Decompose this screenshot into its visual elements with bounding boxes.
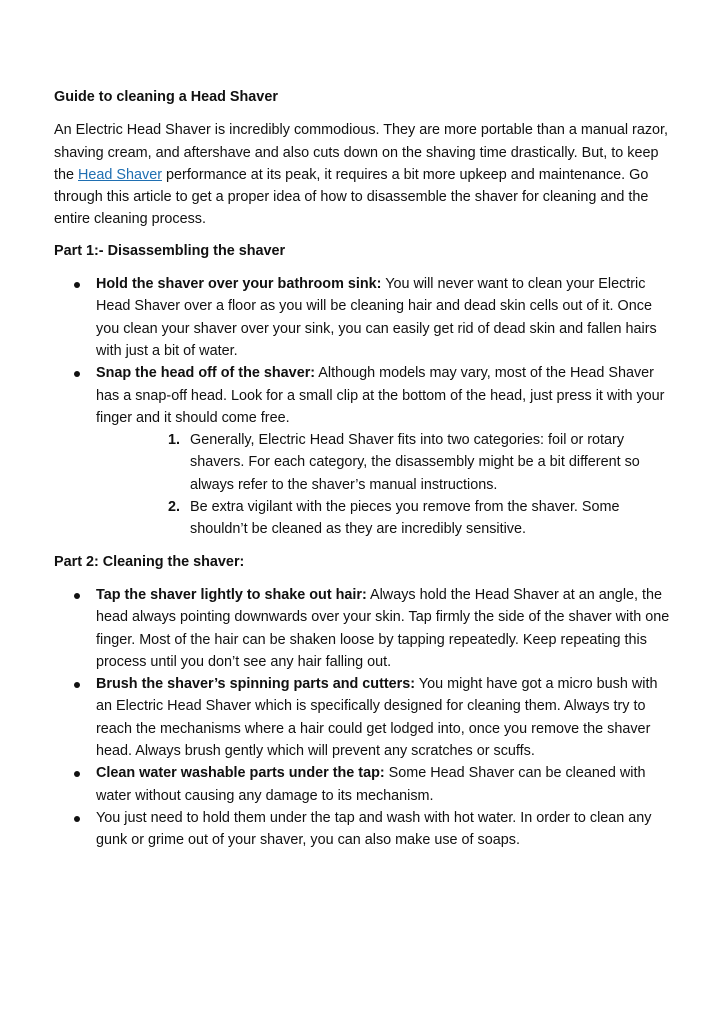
list-item — [54, 673, 674, 762]
sublist-number: 2. — [168, 499, 181, 516]
item-bold-label: Brush the shaver’s spinning parts and cutters: — [96, 676, 416, 693]
bullet-icon — [74, 771, 80, 777]
bullet-icon — [74, 682, 80, 688]
bullet-icon — [74, 593, 80, 599]
list-item — [54, 807, 674, 852]
part1-heading: Part 1:- Disassembling the shaver — [54, 242, 286, 259]
item-text: You will never want to clean your Electric Head Shaver over a floor as you will be cleaning hair and dead skin cells out of it. Once you clean your shaver over your sink, you can easily get rid of dead skin and fallen hairs with just a bit of water. — [96, 276, 657, 359]
part2-list — [54, 584, 674, 852]
part1-sublist — [54, 429, 674, 540]
sublist-number: 1. — [168, 432, 181, 449]
sublist-text: Be extra vigilant with the pieces you remove from the shaver. Some shouldn’t be cleaned as they are incredibly sensitive. — [190, 499, 620, 538]
document-page — [54, 86, 674, 862]
item-text: You might have got a micro bush with an Electric Head Shaver which is specifically designed for cleaning them. Always try to reach the mechanisms where a hair could get lodged into, once you remove the shaver head. Always brush gently which will prevent any scratches or scuffs. — [96, 676, 658, 760]
item-bold-label: Clean water washable parts under the tap: — [96, 765, 385, 782]
item-text: Although models may vary, most of the Head Shaver has a snap-off head. Look for a small clip at the bottom of the head, just press it with your finger and it should come free. — [96, 365, 665, 426]
sublist-container — [54, 429, 674, 540]
sublist-item — [54, 496, 674, 541]
item-text: Some Head Shaver can be cleaned with water without causing any damage to its mechanism. — [96, 765, 646, 804]
bullet-icon — [74, 371, 80, 377]
part2-heading: Part 2: Cleaning the shaver: — [54, 553, 245, 570]
list-item — [54, 362, 674, 429]
bullet-icon — [74, 282, 80, 288]
sublist-item — [54, 429, 674, 496]
bullet-icon — [74, 816, 80, 822]
item-text: Always hold the Head Shaver at an angle, the head always pointing downwards over your skin. Tap firmly the side of the shaver with one finger. Most of the hair can be shaken loose by tapping repeatedly. Keep repeating this process until you don’t see any hair falling out. — [96, 586, 670, 670]
intro-text-after: performance at its peak, it requires a bit more upkeep and maintenance. Go through this article to get a proper idea of how to disassemble the shaver for cleaning and the entire cleaning process. — [54, 166, 649, 228]
list-item — [54, 762, 674, 807]
list-item — [54, 273, 674, 362]
document-title: Guide to cleaning a Head Shaver — [54, 89, 278, 105]
item-bold-label: Hold the shaver over your bathroom sink: — [96, 276, 382, 293]
item-bold-label: Tap the shaver lightly to shake out hair: — [96, 586, 367, 603]
intro-text-before: An Electric Head Shaver is incredibly commodious. They are more portable than a manual razor, shaving cream, and aftershave and also cuts down on the shaving time drastically. But, to keep the — [54, 122, 669, 183]
sublist-text: Generally, Electric Head Shaver fits into two categories: foil or rotary shavers. For each category, the disassembly might be a bit different so always refer to the shaver’s manual instructions. — [190, 432, 640, 493]
part1-list — [54, 273, 674, 541]
intro-paragraph — [54, 119, 674, 230]
list-item — [54, 584, 674, 673]
head-shaver-link[interactable]: Head Shaver — [78, 166, 163, 183]
item-bold-label: Snap the head off of the shaver: — [96, 365, 316, 382]
item-text: You just need to hold them under the tap and wash with hot water. In order to clean any gunk or grime out of your shaver, you can also make use of soaps. — [96, 809, 652, 849]
